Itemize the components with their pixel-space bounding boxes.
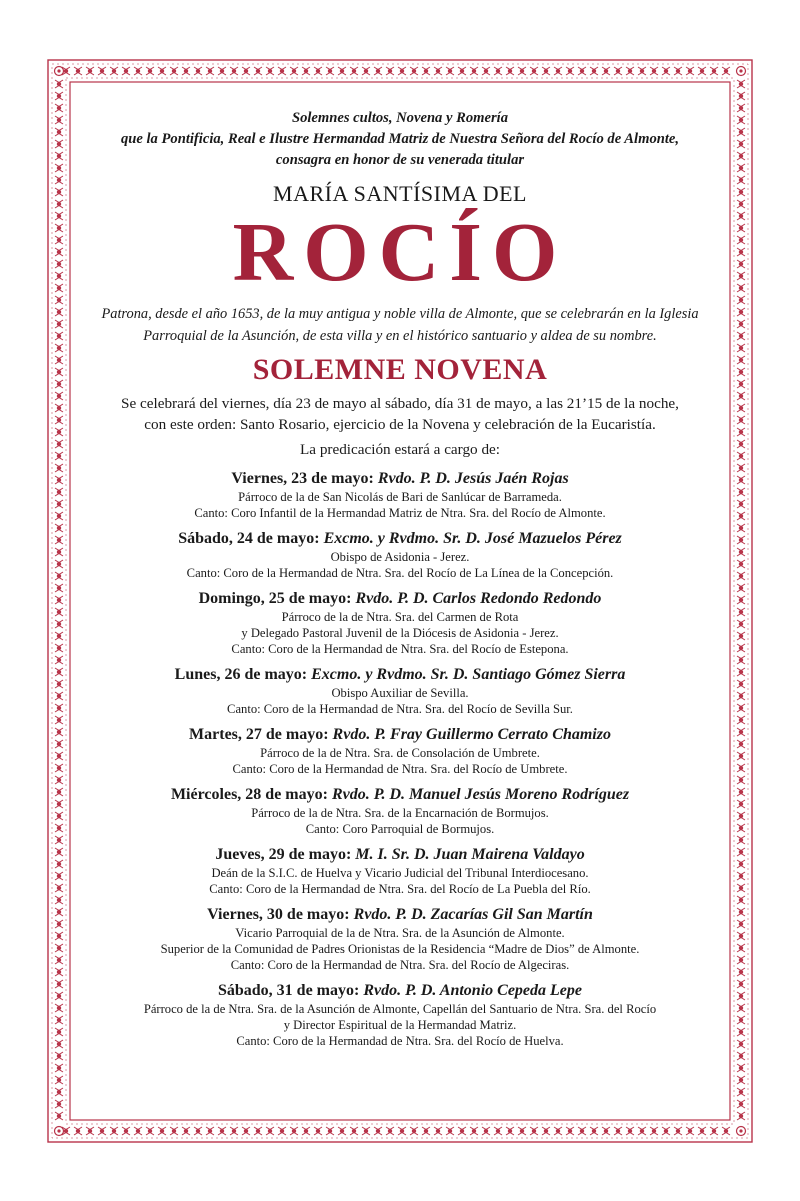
novena-day <box>92 588 708 657</box>
novena-days-list <box>92 468 708 1049</box>
day-heading <box>92 724 708 745</box>
maria-heading: MARÍA SANTÍSIMA DEL <box>273 181 527 206</box>
day-detail-line: Canto: Coro de la Hermandad de Ntra. Sra. del Rocío de Umbrete. <box>232 762 568 776</box>
day-heading <box>92 980 708 1001</box>
novena-description <box>92 393 708 435</box>
day-heading <box>92 784 708 805</box>
novena-day <box>92 904 708 973</box>
day-date: Domingo, 25 de mayo: <box>198 590 352 607</box>
day-heading <box>92 904 708 925</box>
day-preacher: Rvdo. P. D. Carlos Redondo Redondo <box>355 590 602 607</box>
novena-title: SOLEMNE NOVENA <box>252 353 548 386</box>
day-detail-line: Canto: Coro de la Hermandad de Ntra. Sra. del Rocío de La Puebla del Río. <box>209 882 591 896</box>
day-detail-line: Canto: Coro Infantil de la Hermandad Matriz de Ntra. Sra. del Rocío de Almonte. <box>194 506 606 520</box>
novena-day <box>92 784 708 837</box>
novena-day <box>92 980 708 1049</box>
novena-day <box>92 844 708 897</box>
day-detail-line: Obispo de Asidonia - Jerez. <box>330 550 470 564</box>
novena-day <box>92 724 708 777</box>
novena-desc-line-1: Se celebrará del viernes, día 23 de mayo al sábado, día 31 de mayo, a las 21’15 de la noche, <box>121 395 679 412</box>
intro-line-1: Solemnes cultos, Novena y Romería <box>291 110 509 126</box>
day-date: Viernes, 30 de mayo: <box>207 906 350 923</box>
day-detail-line: Deán de la S.I.C. de Huelva y Vicario Judicial del Tribunal Interdiocesano. <box>211 866 589 880</box>
intro-line-2: que la Pontificia, Real e Ilustre Hermandad Matriz de Nuestra Señora del Rocío de Almonte, <box>120 131 680 147</box>
day-preacher: Excmo. y Rvdmo. Sr. D. José Mazuelos Pérez <box>323 530 622 547</box>
patrona-line-2: Parroquial de la Asunción, de esta villa y en el histórico santuario y aldea de su nombre. <box>143 328 657 344</box>
day-heading <box>92 588 708 609</box>
patrona-text <box>84 303 716 347</box>
day-preacher: Rvdo. P. D. Manuel Jesús Moreno Rodríguez <box>331 786 630 803</box>
intro-block <box>92 108 708 171</box>
day-detail-line: y Delegado Pastoral Juvenil de la Diócesis de Asidonia - Jerez. <box>241 626 559 640</box>
novena-day <box>92 528 708 581</box>
day-date: Martes, 27 de mayo: <box>189 726 329 743</box>
novena-day <box>92 468 708 521</box>
day-preacher: Excmo. y Rvdmo. Sr. D. Santiago Gómez Sierra <box>311 666 626 683</box>
day-heading <box>92 528 708 549</box>
day-preacher: M. I. Sr. D. Juan Mairena Valdayo <box>355 846 585 863</box>
day-detail-line: Párroco de la de Ntra. Sra. de la Encarnación de Bormujos. <box>251 806 549 820</box>
day-detail-line: Párroco de la de Ntra. Sra. del Carmen de Rota <box>281 610 519 624</box>
day-detail-line: Canto: Coro de la Hermandad de Ntra. Sra. del Rocío de Estepona. <box>231 642 569 656</box>
intro-line-3: consagra en honor de su venerada titular <box>275 152 525 168</box>
preaching-intro: La predicación estará a cargo de: <box>300 441 500 458</box>
day-detail-line: Canto: Coro de la Hermandad de Ntra. Sra. del Rocío de Huelva. <box>236 1034 564 1048</box>
novena-day <box>92 664 708 717</box>
day-heading <box>92 468 708 489</box>
day-preacher: Rvdo. P. Fray Guillermo Cerrato Chamizo <box>332 726 611 743</box>
day-detail-line: y Director Espiritual de la Hermandad Matriz. <box>283 1018 517 1032</box>
day-detail-line: Canto: Coro de la Hermandad de Ntra. Sra. del Rocío de Sevilla Sur. <box>227 702 573 716</box>
day-detail-line: Superior de la Comunidad de Padres Orionistas de la Residencia “Madre de Dios” de Almonte. <box>160 942 640 956</box>
day-detail-line: Canto: Coro de la Hermandad de Ntra. Sra. del Rocío de Algeciras. <box>230 958 570 972</box>
day-heading <box>92 844 708 865</box>
day-date: Lunes, 26 de mayo: <box>174 666 308 683</box>
day-heading <box>92 664 708 685</box>
day-detail-line: Obispo Auxiliar de Sevilla. <box>331 686 469 700</box>
day-date: Miércoles, 28 de mayo: <box>170 786 328 803</box>
day-detail-line: Vicario Parroquial de la de Ntra. Sra. de la Asunción de Almonte. <box>235 926 565 940</box>
day-detail-line: Párroco de la de San Nicolás de Bari de Sanlúcar de Barrameda. <box>238 490 562 504</box>
day-date: Jueves, 29 de mayo: <box>215 846 352 863</box>
novena-desc-line-2: con este orden: Santo Rosario, ejercicio de la Novena y celebración de la Eucaristía. <box>144 416 656 433</box>
day-date: Sábado, 31 de mayo: <box>217 982 360 999</box>
day-detail-line: Canto: Coro Parroquial de Bormujos. <box>305 822 495 836</box>
day-date: Sábado, 24 de mayo: <box>178 530 320 547</box>
day-preacher: Rvdo. P. D. Jesús Jaén Rojas <box>377 470 569 487</box>
poster-content <box>92 108 708 1049</box>
rocio-title: ROCÍO <box>232 206 568 299</box>
day-detail-line: Párroco de la de Ntra. Sra. de la Asunción de Almonte, Capellán del Santuario de Ntra. Sra. del Rocío <box>143 1002 657 1016</box>
day-detail-line: Párroco de la de Ntra. Sra. de Consolación de Umbrete. <box>260 746 540 760</box>
day-preacher: Rvdo. P. D. Antonio Cepeda Lepe <box>363 982 582 999</box>
patrona-line-1: Patrona, desde el año 1653, de la muy antigua y noble villa de Almonte, que se celebrarán en la Iglesia <box>101 306 699 322</box>
day-preacher: Rvdo. P. D. Zacarías Gil San Martín <box>353 906 593 923</box>
day-date: Viernes, 23 de mayo: <box>231 470 374 487</box>
day-detail-line: Canto: Coro de la Hermandad de Ntra. Sra. del Rocío de La Línea de la Concepción. <box>186 566 614 580</box>
